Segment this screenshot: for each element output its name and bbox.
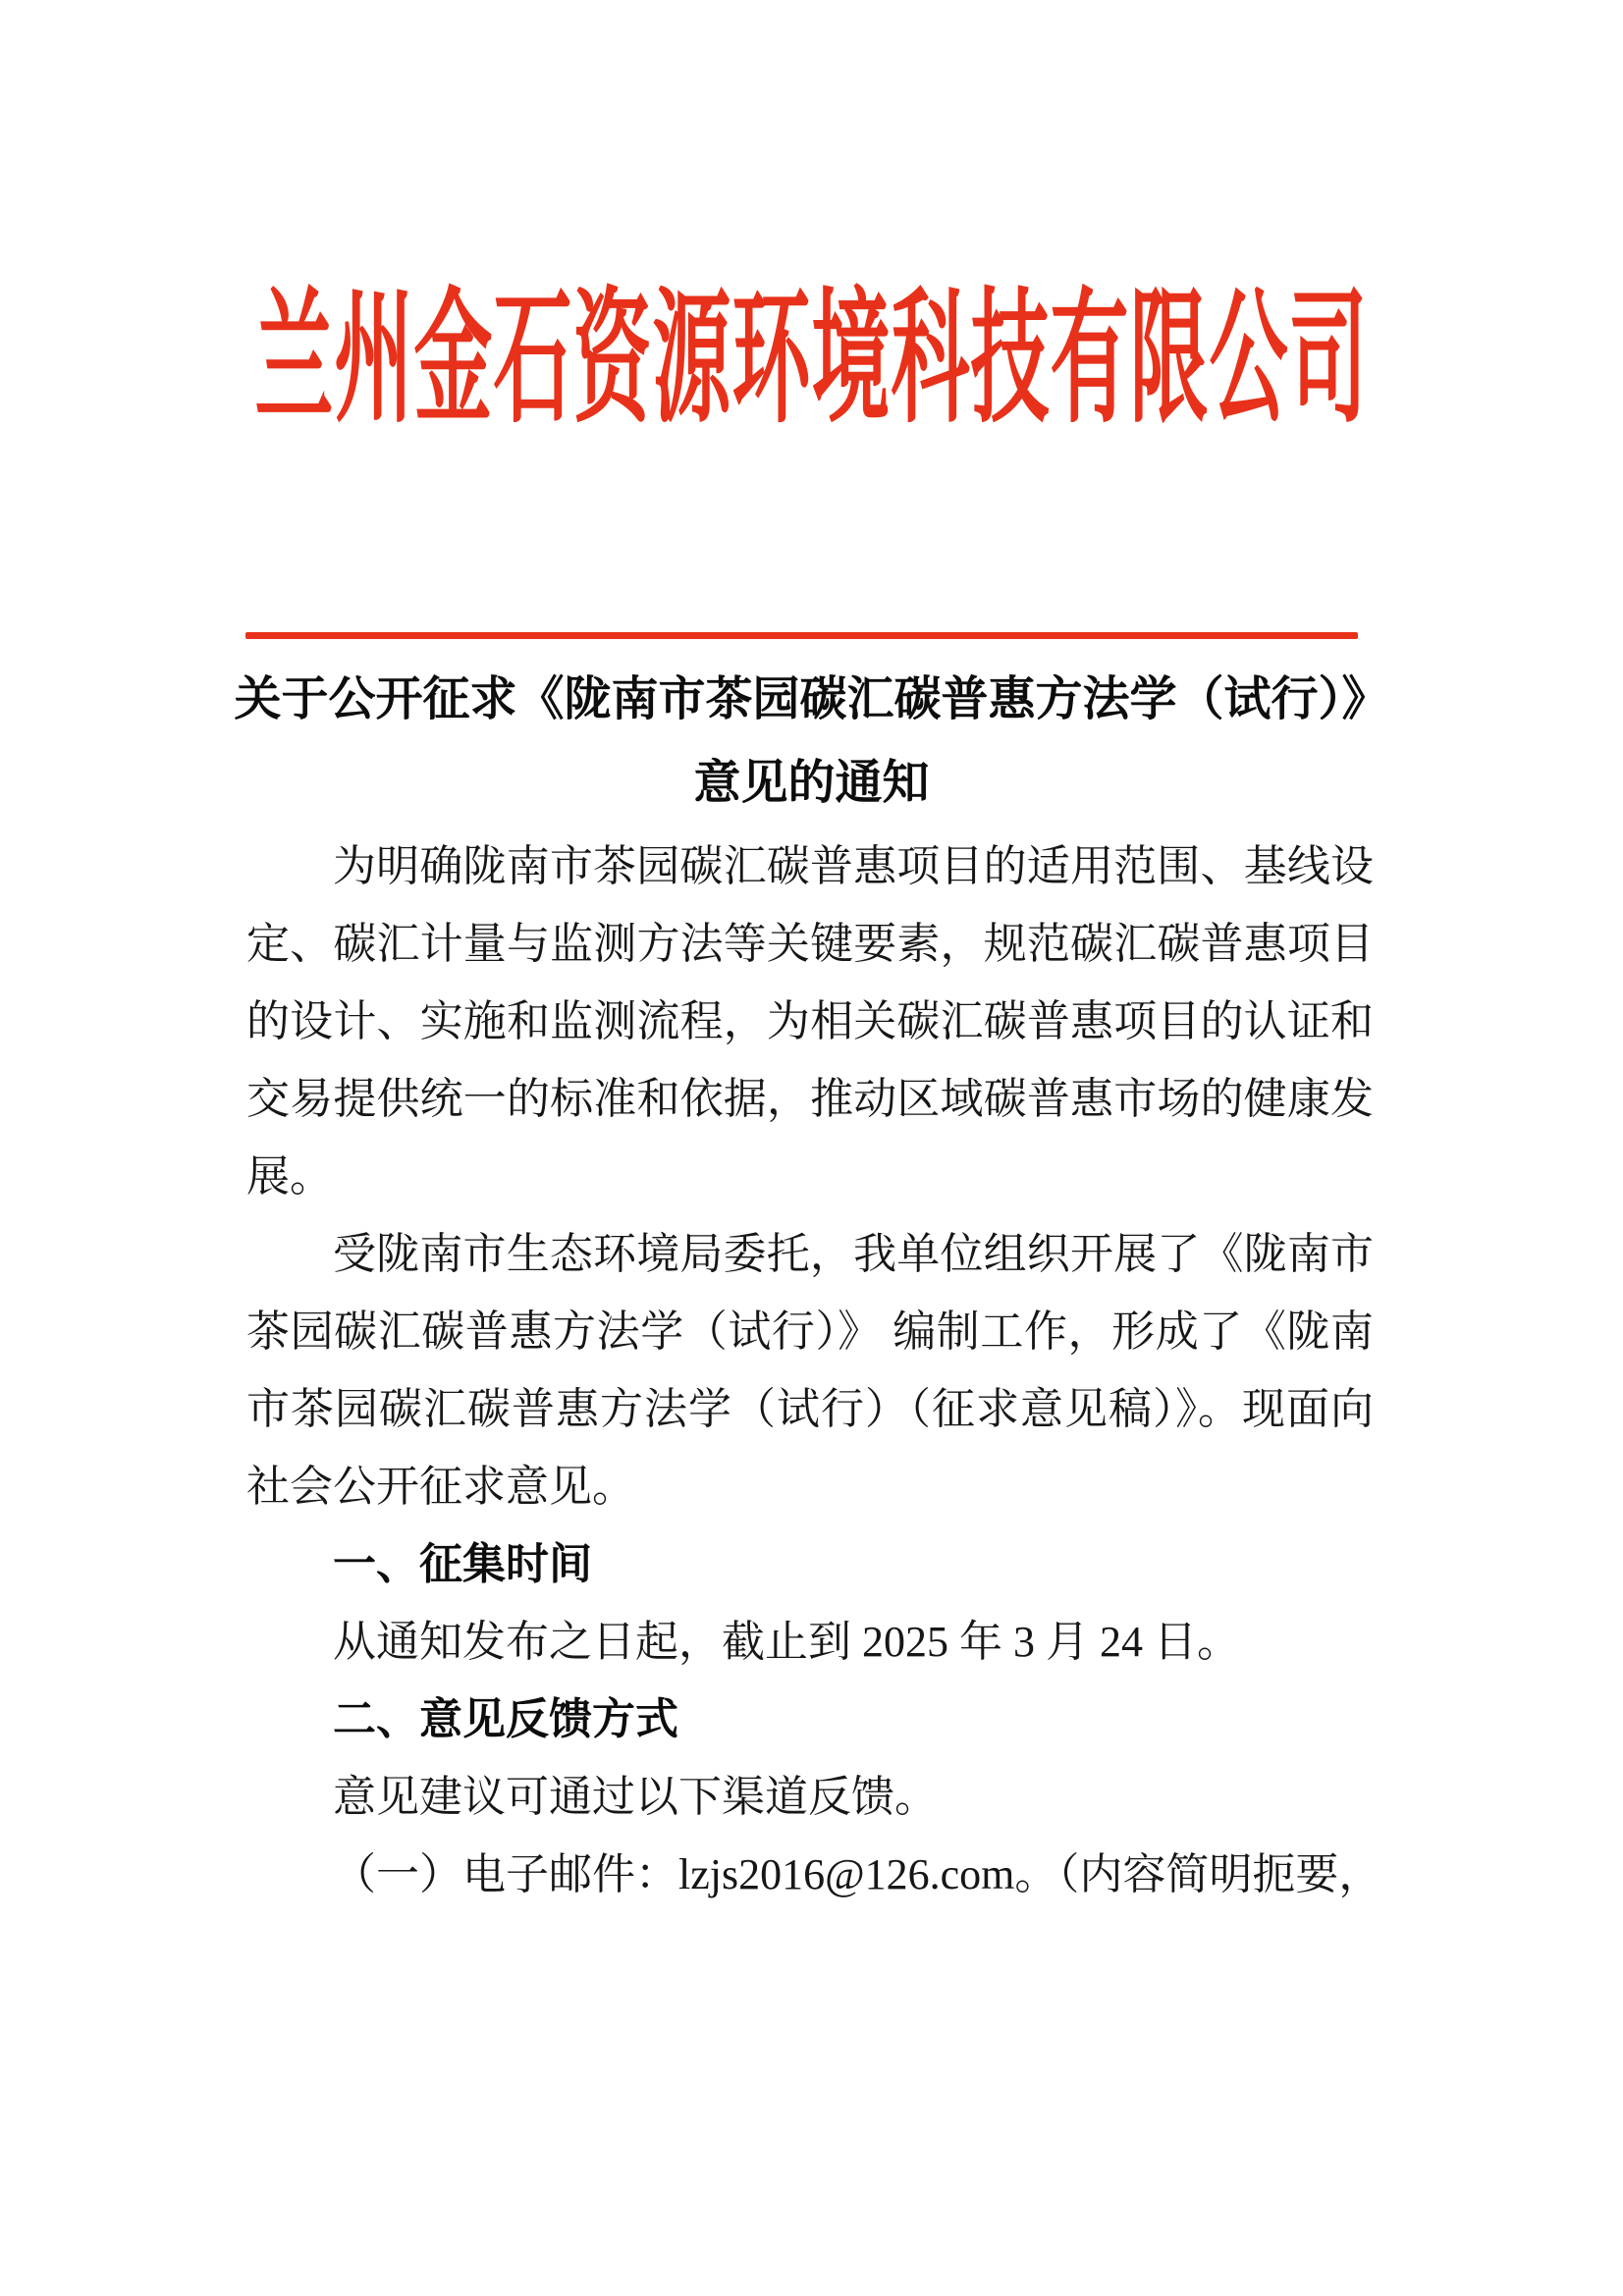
notice-body (246, 828, 1382, 1913)
document-title-line-1: 关于公开征求《陇南市茶园碳汇碳普惠方法学（试行）》 (234, 673, 1389, 725)
section-text-collection-deadline: 从通知发布之日起，截止到 2025 年 3 月 24 日。 (333, 1618, 1240, 1666)
email-label-prefix: （一）电子邮件： (333, 1850, 678, 1898)
email-address: lzjs2016@126.com (678, 1850, 1015, 1898)
feedback-item-email (246, 1836, 1382, 1913)
section-text-feedback-channels: 意见建议可通过以下渠道反馈。 (333, 1773, 938, 1821)
section-heading-feedback-method: 二、意见反馈方式 (333, 1695, 678, 1743)
paragraph-background: 受陇南市生态环境局委托，我单位组织开展了《陇南市茶园碳汇碳普惠方法学（试行）》 编制工作，形成了《陇南市茶园碳汇碳普惠方法学（试行）（征求意见稿）》。现面向社会公开征求意见。 (246, 1230, 1374, 1511)
section-heading-collection-time: 一、征集时间 (333, 1540, 592, 1588)
email-line-suffix: 。（内容简明扼要， (1014, 1850, 1382, 1898)
paragraph-purpose: 为明确陇南市茶园碳汇碳普惠项目的适用范围、基线设定、碳汇计量与监测方法等关键要素，规范碳汇碳普惠项目的设计、实施和监测流程，为相关碳汇碳普惠项目的认证和交易提供统一的标准和依据，推动区域碳普惠市场的健康发展。 (246, 842, 1374, 1201)
document-title (0, 658, 1623, 825)
document-title-line-2: 意见的通知 (693, 757, 930, 809)
letterhead-divider (245, 632, 1358, 639)
company-letterhead: 兰州金石资源环境科技有限公司 (254, 281, 1369, 442)
